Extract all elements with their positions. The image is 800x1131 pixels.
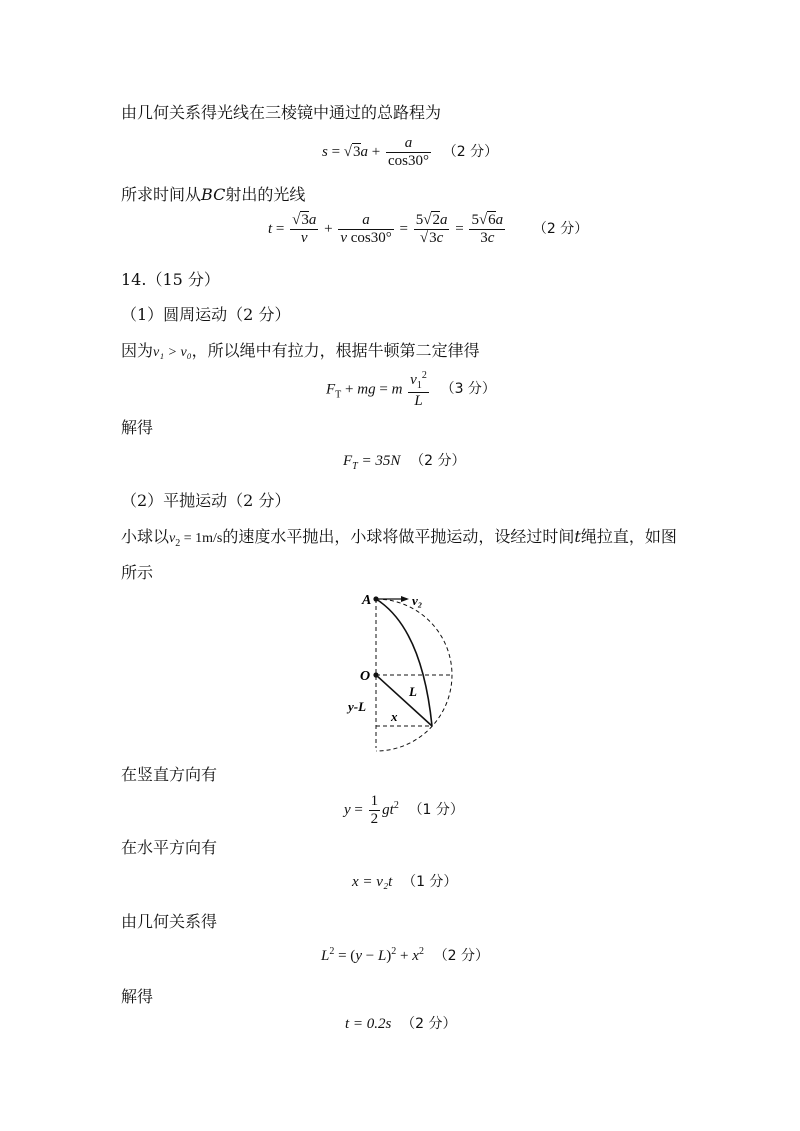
score-t-res: （2 分） bbox=[401, 1016, 457, 1032]
ball-tail: 绳拉直，如图 bbox=[580, 527, 677, 546]
because-head: 因为 bbox=[121, 341, 154, 360]
x-eq-text: x = v₂t bbox=[352, 874, 393, 890]
equation-newton: $F_T$ + mg = m $\frac{v_1^2}{L}$ （3 分） bbox=[326, 370, 496, 409]
line-solve-2: 解得 bbox=[121, 987, 154, 1006]
label-v2: v₂ bbox=[412, 593, 423, 608]
part-2-title: （2）平抛运动（2 分） bbox=[121, 491, 291, 510]
projectile-diagram bbox=[337, 588, 467, 758]
line-time-bc-label: BC bbox=[201, 185, 226, 204]
because-tail: ，所以绳中有拉力，根据牛顿第二定律得 bbox=[191, 341, 480, 360]
label-l: L bbox=[409, 684, 417, 699]
ft-value: = 35N bbox=[361, 453, 401, 469]
equation-path-length: s = √3a + $\frac{a}{\cos 30^\circ}$ （2 分） bbox=[322, 135, 499, 170]
score-ft-eq: （3 分） bbox=[440, 381, 496, 398]
point-o bbox=[373, 672, 378, 677]
label-y-minus-l: y-L bbox=[348, 699, 367, 714]
line-ball: 小球以$v_2 = 1m/s$的速度水平抛出，小球将做平抛运动，设经过时间t绳拉直，如图 bbox=[121, 527, 677, 549]
rope-line bbox=[376, 675, 432, 726]
score-l-eq: （2 分） bbox=[433, 948, 490, 964]
equation-ft-result: $F_T = 35N$ （2 分） bbox=[343, 453, 466, 472]
label-o: O bbox=[360, 669, 371, 684]
score-x-eq: （1 分） bbox=[402, 874, 458, 890]
trajectory-curve bbox=[376, 599, 432, 726]
equation-geometry: $L^2 = (y - L)^2 + x^2$ （2 分） bbox=[321, 946, 490, 964]
ball-v2-value: = 1m/s bbox=[183, 531, 223, 546]
label-x: x bbox=[391, 709, 398, 724]
equation-t-result bbox=[345, 1015, 457, 1033]
equation-vertical: y = $\frac{1}{2}$ $gt^2$ （1 分） bbox=[344, 793, 464, 828]
line-time-bc-tail: 射出的光线 bbox=[225, 185, 306, 204]
part-1-title: （1）圆周运动（2 分） bbox=[121, 305, 291, 324]
arrowhead-icon bbox=[401, 596, 409, 602]
ball-t: t bbox=[574, 527, 581, 546]
ball-mid: 的速度水平抛出，小球将做平抛运动，设经过时间 bbox=[222, 527, 575, 546]
line-because bbox=[121, 341, 480, 362]
equation-time: t = $\frac{√3a}{v}$ + $\frac{a}{\text{v cos30°}}$ = $\frac{5√2a}{√3c}$ = $\frac{5√6a}{3c}$ （2 分） bbox=[268, 212, 589, 247]
line-horizontal: 在水平方向有 bbox=[121, 838, 218, 857]
equation-horizontal bbox=[352, 873, 457, 891]
line-shown: 所示 bbox=[121, 563, 154, 582]
line-time-bc bbox=[121, 185, 305, 204]
score-y-eq: （1 分） bbox=[408, 802, 464, 819]
line-solve-1: 解得 bbox=[121, 418, 154, 437]
point-a bbox=[373, 596, 378, 601]
line-time-bc-head: 所求时间从 bbox=[121, 185, 202, 204]
label-a: A bbox=[362, 593, 372, 608]
line-geometry: 由几何关系得 bbox=[121, 912, 218, 931]
ball-head: 小球以 bbox=[121, 527, 170, 546]
line-vertical: 在竖直方向有 bbox=[121, 765, 218, 784]
question-14-title: 14.（15 分） bbox=[121, 270, 220, 289]
score-s-eq: （2 分） bbox=[442, 144, 499, 161]
score-t-eq: （2 分） bbox=[532, 221, 589, 238]
score-ft-res: （2 分） bbox=[410, 453, 466, 469]
t-value: t = 0.2s bbox=[345, 1016, 392, 1032]
line-total-path: 由几何关系得光线在三棱镜中通过的总路程为 bbox=[121, 103, 442, 122]
v1-gt-v0: v₁ > v₀ bbox=[153, 345, 192, 360]
